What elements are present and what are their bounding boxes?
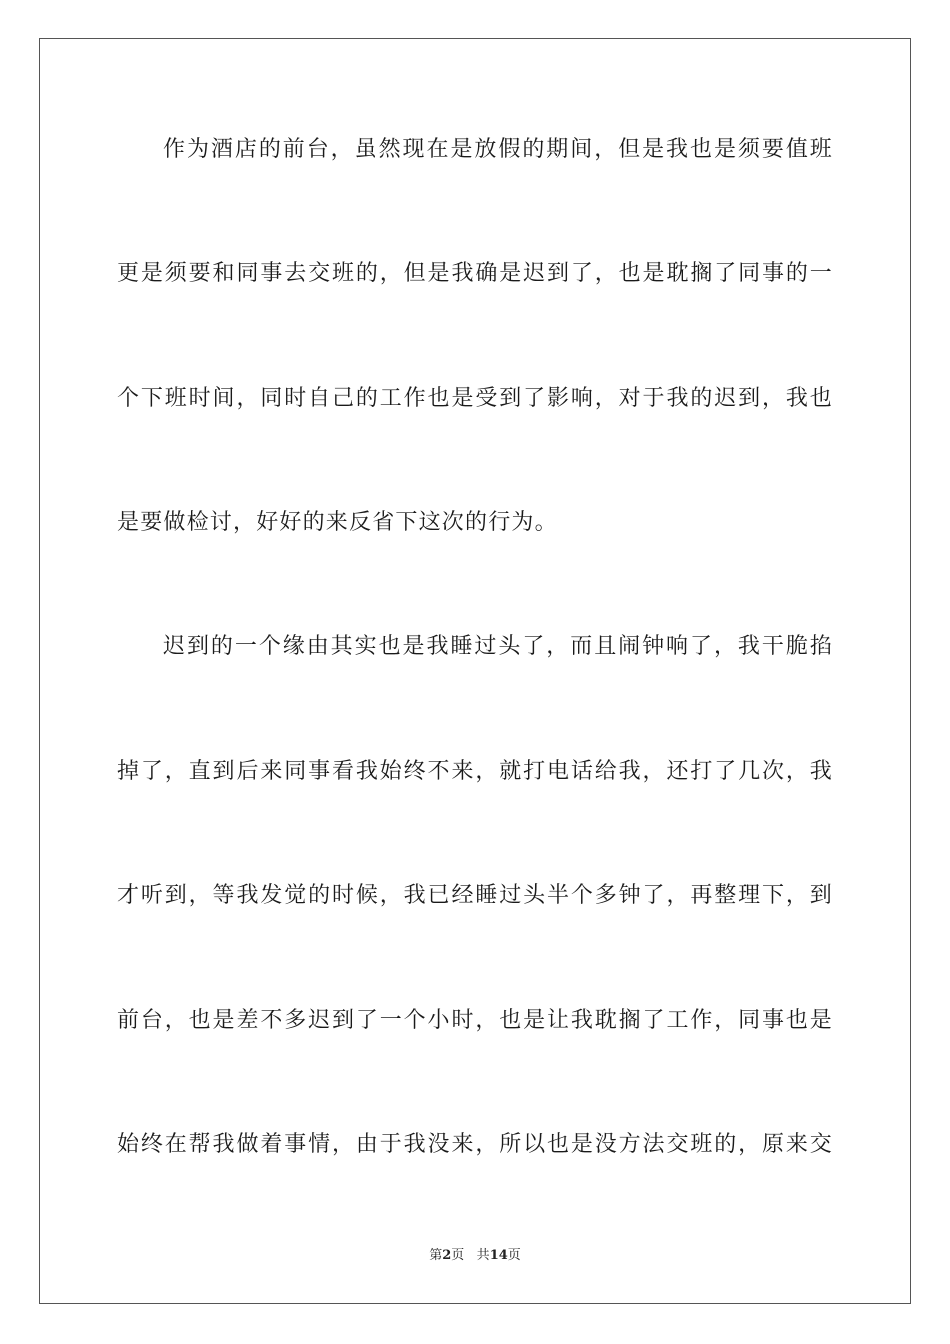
page-suffix: 页 bbox=[451, 1248, 465, 1263]
total-prefix: 共 bbox=[476, 1248, 490, 1263]
total-pages: 14 bbox=[489, 1248, 508, 1263]
total-suffix: 页 bbox=[507, 1248, 521, 1263]
paragraph-2-line-1: 迟到的一个缘由其实也是我睡过头了，而且闹钟响了，我干脆掐 bbox=[163, 634, 833, 659]
paragraph-1-line-3: 个下班时间，同时自己的工作也是受到了影响，对于我的迟到，我也 bbox=[117, 386, 833, 411]
page-border bbox=[39, 38, 911, 1304]
paragraph-1-line-2: 更是须要和同事去交班的，但是我确是迟到了，也是耽搁了同事的一 bbox=[117, 261, 833, 286]
paragraph-2-line-4: 前台，也是差不多迟到了一个小时，也是让我耽搁了工作，同事也是 bbox=[117, 1008, 833, 1033]
paragraph-2-line-5: 始终在帮我做着事情，由于我没来，所以也是没方法交班的，原来交 bbox=[117, 1132, 833, 1157]
paragraph-2-line-2: 掉了，直到后来同事看我始终不来，就打电话给我，还打了几次，我 bbox=[117, 759, 833, 784]
paragraph-2-line-3: 才听到，等我发觉的时候，我已经睡过头半个多钟了，再整理下，到 bbox=[117, 883, 833, 908]
page-number: 2 bbox=[442, 1248, 452, 1263]
page-footer bbox=[0, 1247, 950, 1265]
paragraph-1-line-1: 作为酒店的前台，虽然现在是放假的期间，但是我也是须要值班 bbox=[163, 137, 833, 162]
paragraph-1-line-4: 是要做检讨，好好的来反省下这次的行为。 bbox=[117, 510, 558, 535]
page-prefix: 第 bbox=[429, 1248, 443, 1263]
